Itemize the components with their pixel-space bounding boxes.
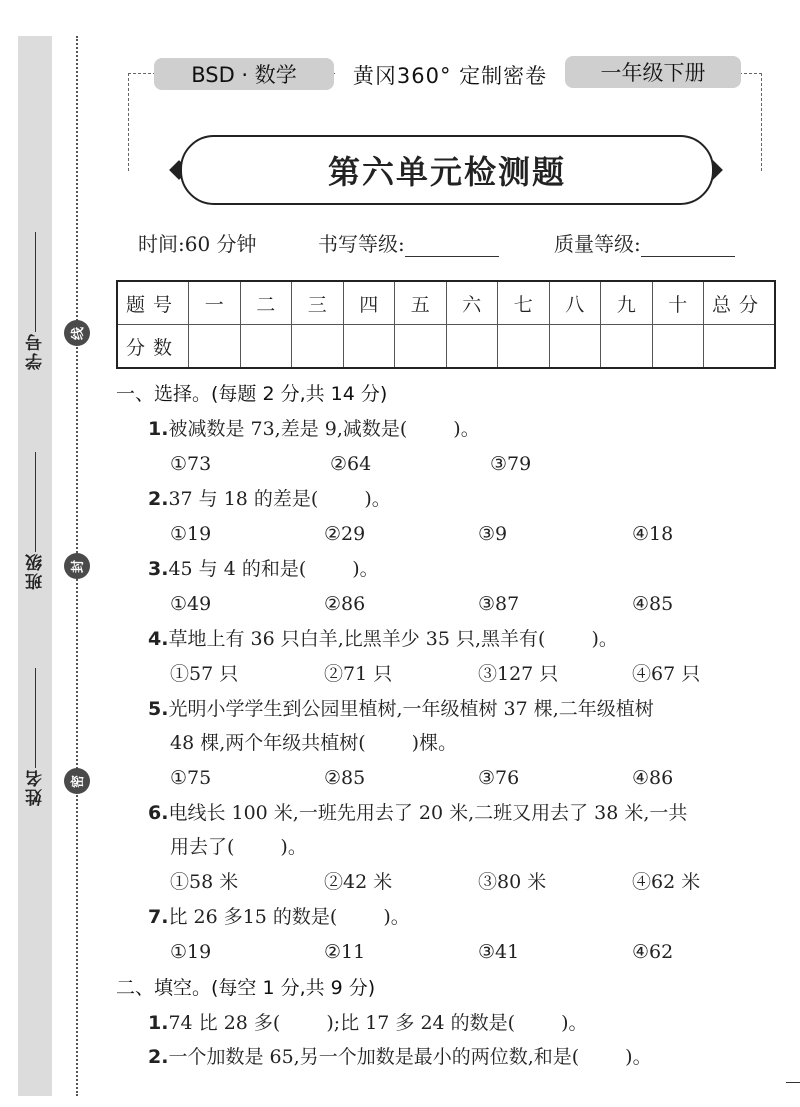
question-tail: )。 — [591, 628, 618, 650]
student-id-line — [35, 232, 36, 332]
option[interactable]: ③79 — [490, 453, 532, 475]
option[interactable]: ②42 米 — [324, 871, 393, 893]
score-table-header-row — [117, 281, 775, 325]
quality-grade-label: 质量等级: — [554, 232, 641, 256]
question-tail: )棵。 — [411, 732, 458, 754]
option[interactable]: ①57 只 — [170, 663, 239, 685]
question-text: 一个加数是 65,另一个加数是最小的两位数,和是( — [168, 1046, 580, 1068]
student-id-label: 学号 — [25, 332, 46, 370]
option[interactable]: ③127 只 — [478, 663, 559, 685]
class-line — [35, 452, 36, 552]
option[interactable]: ②11 — [324, 941, 366, 963]
question-number: 3. — [148, 558, 169, 580]
question-7 — [116, 900, 786, 934]
col-1: 一 — [189, 281, 241, 325]
score-cell[interactable] — [343, 325, 395, 369]
seal-xian-text: 线 — [71, 326, 87, 340]
col-4: 四 — [343, 281, 395, 325]
option[interactable]: ③76 — [478, 767, 520, 789]
question-2-options — [116, 516, 786, 552]
question-number: 6. — [148, 802, 169, 824]
option[interactable]: ③80 米 — [478, 871, 547, 893]
option[interactable]: ④62 — [632, 941, 674, 963]
question-text-mid: );比 17 多 24 的数是( — [326, 1012, 516, 1034]
question-text: 被减数是 73,差是 9,减数是( — [168, 418, 408, 440]
option[interactable]: ④18 — [632, 523, 674, 545]
question-text: 37 与 18 的差是( — [168, 488, 319, 510]
option[interactable]: ①19 — [170, 941, 212, 963]
writing-grade — [318, 228, 499, 257]
brand-label: 黄冈360° 定制密卷 — [335, 58, 565, 92]
option[interactable]: ③41 — [478, 941, 520, 963]
section-1-title: 一、选择。(每题 2 分,共 14 分) — [116, 383, 388, 405]
question-1 — [116, 412, 786, 446]
page-edge-mark — [786, 1082, 800, 1083]
col-2: 二 — [240, 281, 292, 325]
option[interactable]: ④67 只 — [632, 663, 701, 685]
question-number: 4. — [148, 628, 169, 650]
col-8: 八 — [549, 281, 601, 325]
option[interactable]: ①73 — [170, 453, 212, 475]
option[interactable]: ②71 只 — [324, 663, 393, 685]
option[interactable]: ③9 — [478, 523, 508, 545]
name-line — [35, 668, 36, 768]
total-header: 总分 — [704, 281, 776, 325]
time-label: 时间:60 分钟 — [138, 232, 257, 256]
option[interactable]: ④62 米 — [632, 871, 701, 893]
question-6-continued — [116, 830, 786, 864]
option[interactable]: ①75 — [170, 767, 212, 789]
score-cell[interactable] — [240, 325, 292, 369]
seal-feng — [64, 553, 90, 579]
question-4-options — [116, 656, 786, 692]
option[interactable]: ②85 — [324, 767, 366, 789]
score-cell[interactable] — [601, 325, 653, 369]
question-number: 2. — [148, 1046, 169, 1068]
col-7: 七 — [498, 281, 550, 325]
question-1-options — [116, 446, 786, 482]
fill-question-2 — [116, 1040, 786, 1074]
question-3 — [116, 552, 786, 586]
option[interactable]: ①19 — [170, 523, 212, 545]
fill-question-1 — [116, 1006, 786, 1040]
score-cell[interactable] — [652, 325, 704, 369]
class-label: 班级 — [25, 552, 46, 590]
section-2-title: 二、填空。(每空 1 分,共 9 分) — [116, 977, 376, 999]
question-2 — [116, 482, 786, 516]
quality-grade-blank[interactable] — [641, 232, 735, 257]
seal-mi-text: 密 — [71, 774, 87, 788]
score-cell[interactable] — [292, 325, 344, 369]
question-tail: )。 — [625, 1046, 652, 1068]
question-number-header: 题号 — [117, 281, 189, 325]
student-id-field[interactable] — [20, 232, 50, 370]
option[interactable]: ③87 — [478, 593, 520, 615]
score-cell[interactable] — [446, 325, 498, 369]
question-number: 1. — [148, 1012, 169, 1034]
writing-grade-blank[interactable] — [405, 232, 499, 257]
option[interactable]: ④85 — [632, 593, 674, 615]
score-cell[interactable] — [189, 325, 241, 369]
question-6-options — [116, 864, 786, 900]
question-7-options — [116, 934, 786, 970]
question-number: 1. — [148, 418, 169, 440]
page-title: 第六单元检测题 — [180, 135, 714, 205]
question-number: 2. — [148, 488, 169, 510]
question-3-options — [116, 586, 786, 622]
score-table — [116, 280, 776, 369]
question-5-continued — [116, 726, 786, 760]
option[interactable]: ④86 — [632, 767, 674, 789]
question-text: 45 与 4 的和是( — [168, 558, 307, 580]
question-4 — [116, 622, 786, 656]
question-text: 光明小学学生到公园里植树,一年级植树 37 棵,二年级植树 — [168, 698, 654, 720]
name-label: 姓名 — [25, 768, 46, 806]
name-field[interactable] — [20, 668, 50, 806]
option[interactable]: ②29 — [324, 523, 366, 545]
question-text: 草地上有 36 只白羊,比黑羊少 35 只,黑羊有( — [168, 628, 546, 650]
question-text-line2: 用去了( — [170, 836, 235, 858]
total-score-cell[interactable] — [704, 325, 776, 369]
question-tail: )。 — [453, 418, 480, 440]
class-field[interactable] — [20, 452, 50, 590]
col-9: 九 — [601, 281, 653, 325]
grade-tag: 一年级下册 — [565, 56, 741, 88]
col-5: 五 — [395, 281, 447, 325]
score-cell[interactable] — [498, 325, 550, 369]
score-cell[interactable] — [395, 325, 447, 369]
subject-tag: BSD · 数学 — [154, 58, 334, 90]
col-6: 六 — [446, 281, 498, 325]
question-tail: )。 — [280, 836, 307, 858]
option[interactable]: ①58 米 — [170, 871, 239, 893]
question-6 — [116, 796, 786, 830]
col-3: 三 — [292, 281, 344, 325]
question-tail: )。 — [561, 1012, 588, 1034]
option[interactable]: ②86 — [324, 593, 366, 615]
option[interactable]: ②64 — [330, 453, 372, 475]
score-table-score-row — [117, 325, 775, 369]
option[interactable]: ①49 — [170, 593, 212, 615]
col-10: 十 — [652, 281, 704, 325]
question-tail: )。 — [352, 558, 379, 580]
seal-feng-text: 封 — [71, 559, 87, 573]
seal-mi — [64, 768, 90, 794]
score-header: 分数 — [117, 325, 189, 369]
question-number: 5. — [148, 698, 169, 720]
score-cell[interactable] — [549, 325, 601, 369]
question-text-line2: 48 棵,两个年级共植树( — [170, 732, 366, 754]
question-tail: )。 — [383, 906, 410, 928]
question-number: 7. — [148, 906, 169, 928]
question-text: 比 26 多15 的数是( — [168, 906, 338, 928]
question-tail: )。 — [364, 488, 391, 510]
question-5 — [116, 692, 786, 726]
quality-grade — [554, 228, 735, 257]
seal-xian — [64, 320, 90, 346]
question-5-options — [116, 760, 786, 796]
exam-content — [116, 376, 786, 1074]
question-text: 74 比 28 多( — [168, 1012, 281, 1034]
writing-grade-label: 书写等级: — [318, 232, 405, 256]
question-text: 电线长 100 米,一班先用去了 20 米,二班又用去了 38 米,一共 — [168, 802, 688, 824]
